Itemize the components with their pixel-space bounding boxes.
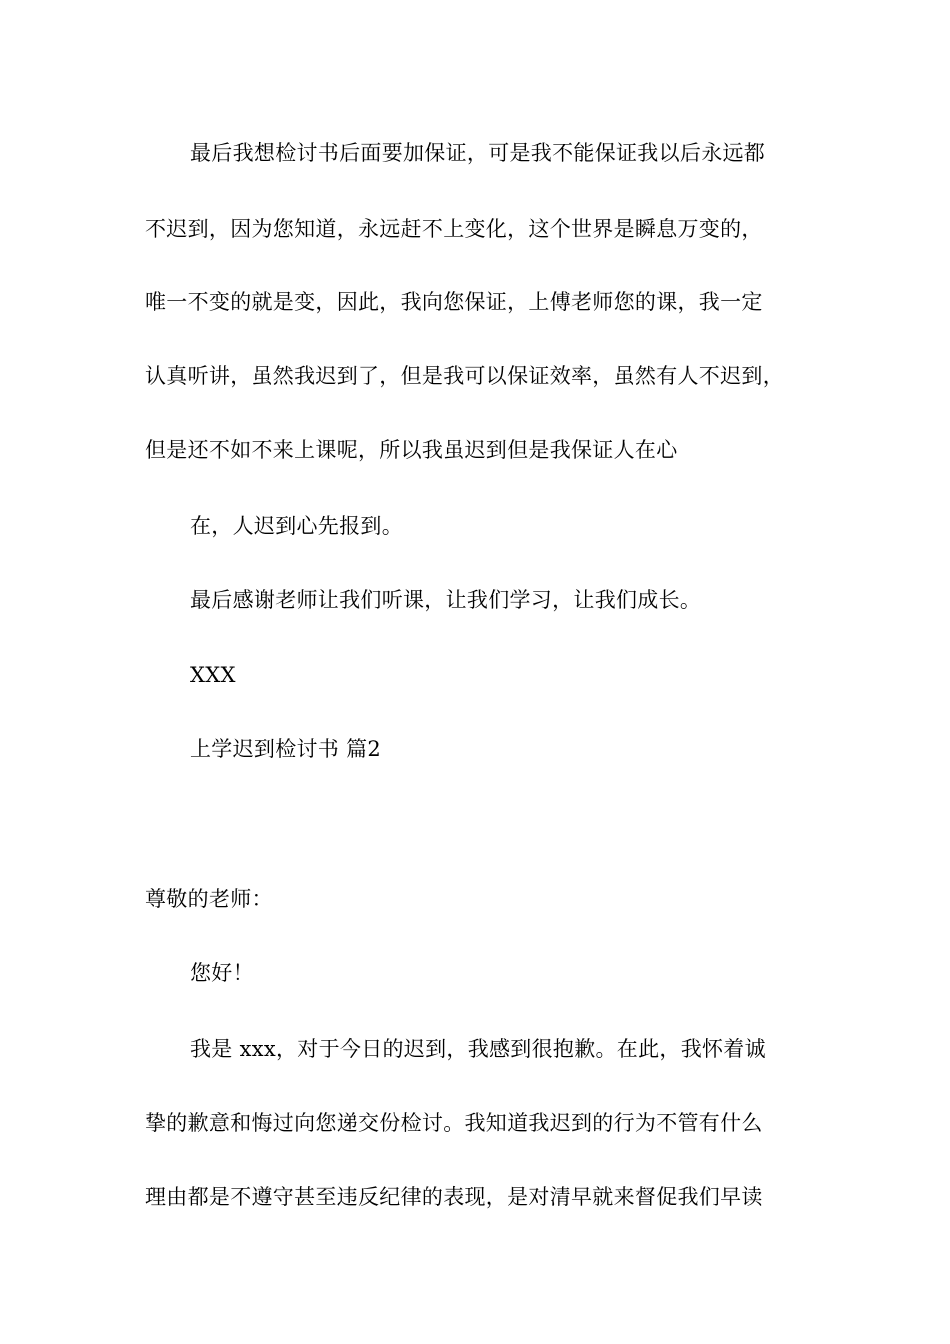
- salutation: 尊敬的老师：: [145, 887, 273, 911]
- paragraph-line: 认真听讲，虽然我迟到了，但是我可以保证效率，虽然有人不迟到，: [145, 364, 784, 388]
- paragraph-line: 不迟到，因为您知道，永远赶不上变化，这个世界是瞬息万变的，: [145, 217, 763, 241]
- paragraph-line: 在，人迟到心先报到。: [190, 514, 403, 538]
- paragraph-line: 我是 xxx，对于今日的迟到，我感到很抱歉。在此，我怀着诚: [190, 1037, 766, 1061]
- section-heading: 上学迟到检讨书 篇2: [190, 737, 382, 761]
- signature-line: XXX: [190, 663, 236, 687]
- paragraph-line: 挚的歉意和悔过向您递交份检讨。我知道我迟到的行为不管有什么: [145, 1111, 763, 1135]
- paragraph-line: 理由都是不遵守甚至违反纪律的表现，是对清早就来督促我们早读: [145, 1185, 763, 1209]
- paragraph-line: 最后感谢老师让我们听课，让我们学习，让我们成长。: [190, 588, 702, 612]
- paragraph-line: 最后我想检讨书后面要加保证，可是我不能保证我以后永远都: [190, 141, 766, 165]
- greeting: 您好！: [190, 961, 254, 985]
- paragraph-line: 但是还不如不来上课呢，所以我虽迟到但是我保证人在心: [145, 438, 678, 462]
- paragraph-line: 唯一不变的就是变，因此，我向您保证，上傅老师您的课，我一定: [145, 290, 763, 314]
